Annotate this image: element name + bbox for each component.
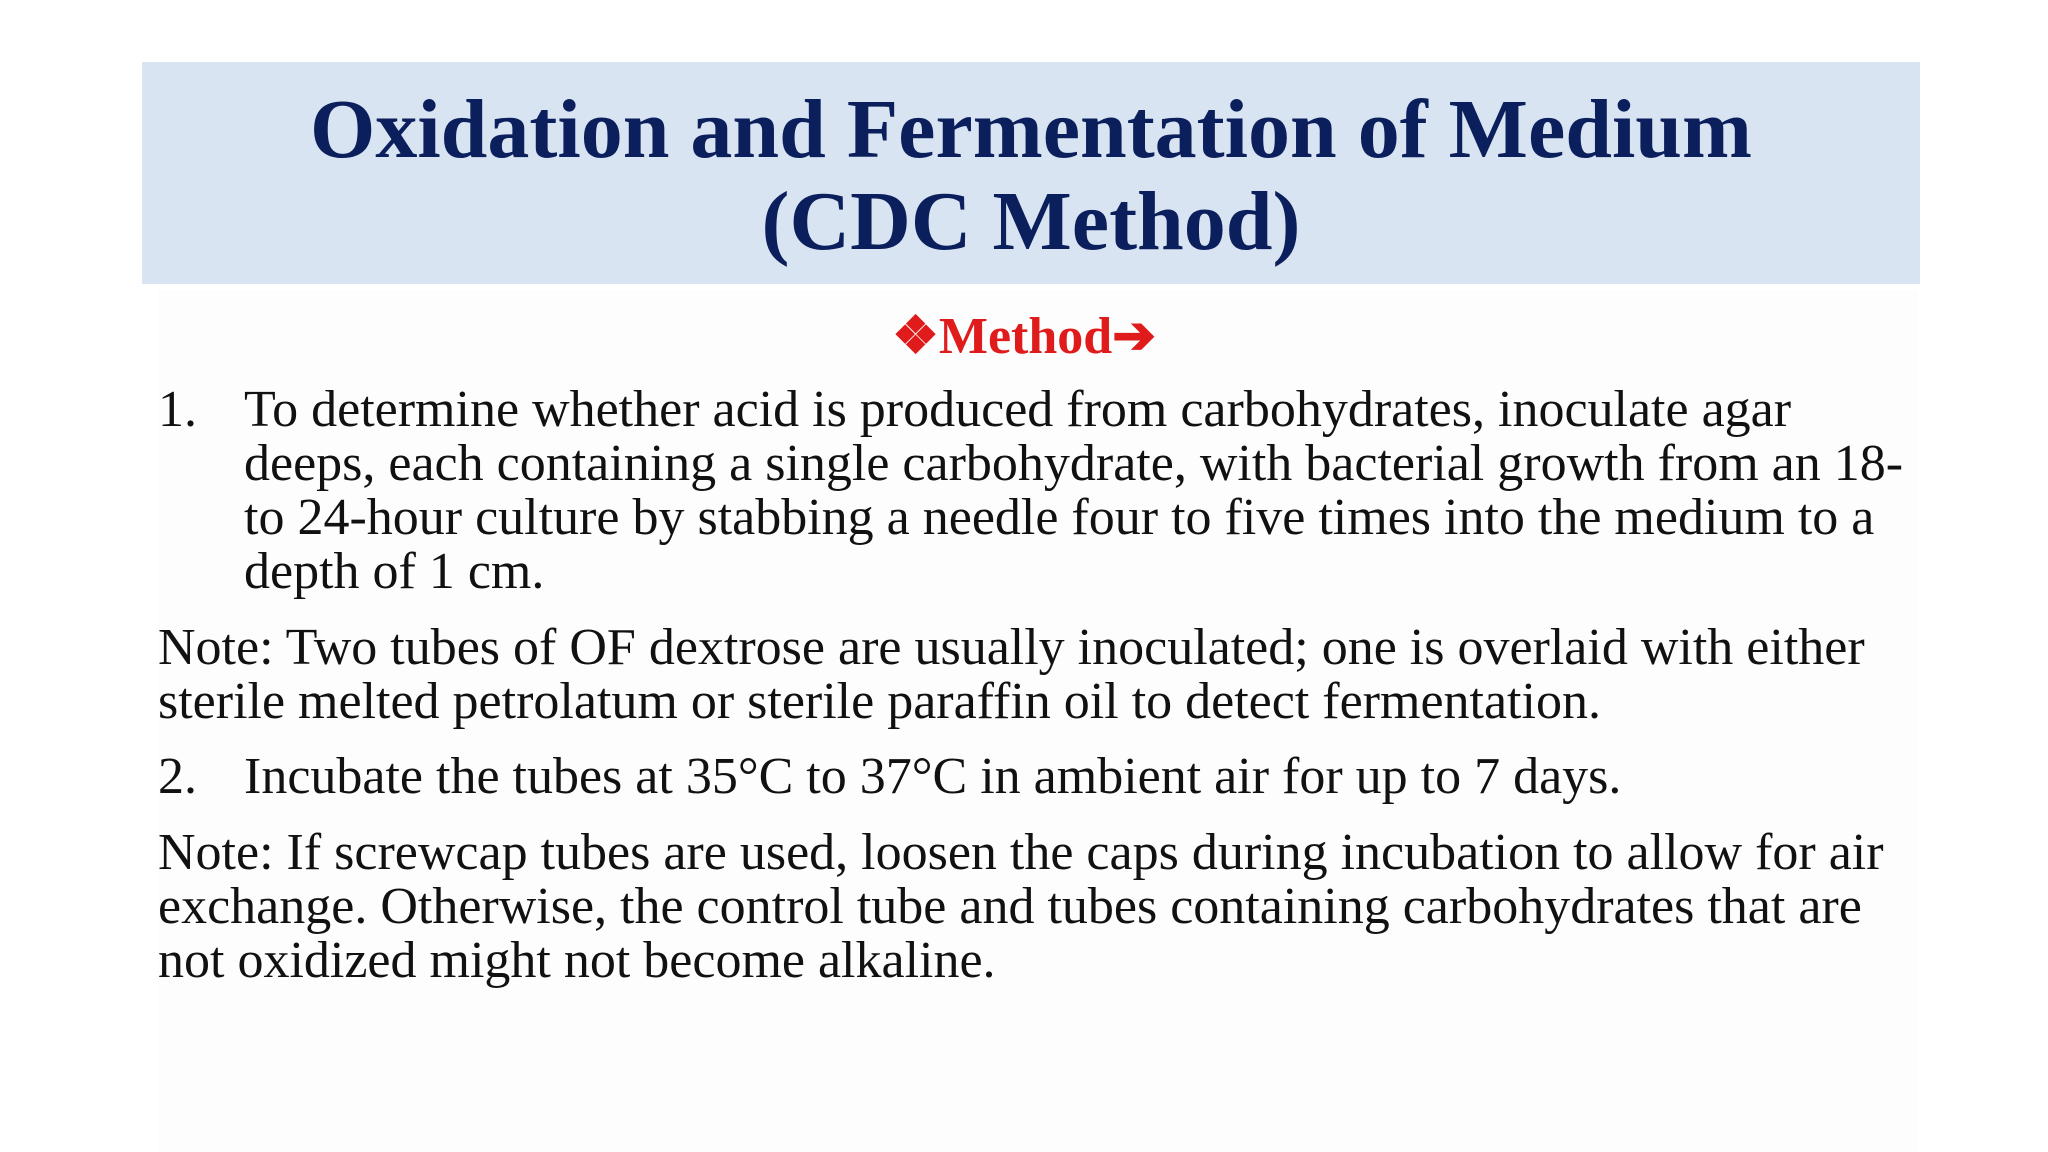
step-text: Incubate the tubes at 35°C to 37°C in ambient air for up to 7 days. [244, 748, 1622, 805]
right-arrow-icon: ➔ [1112, 308, 1156, 365]
title-line-2: (CDC Method) [761, 175, 1301, 268]
method-content [158, 383, 1918, 988]
diamond-bullet-icon: ❖ [892, 308, 939, 365]
title-line-1: Oxidation and Fermentation of Medium [310, 83, 1752, 176]
step-number: 1. [158, 381, 197, 438]
note-1: Note: Two tubes of OF dextrose are usually inoculated; one is overlaid with either sterile melted petrolatum or sterile paraffin oil to detect fermentation. [158, 619, 1865, 730]
step-item-2 [158, 750, 1918, 804]
method-label: Method [938, 308, 1113, 365]
step-text: To determine whether acid is produced from carbohydrates, inoculate agar deeps, each containing a single carbohydrate, with bacterial growth from an 18- to 24-hour culture by stabbing a needle four to five times into the medium to a depth of 1 cm. [244, 381, 1904, 600]
note-2: Note: If screwcap tubes are used, loosen the caps during incubation to allow for air exchange. Otherwise, the control tube and tubes containing carbohydrates that are not oxidized might not become alkaline. [158, 824, 1884, 989]
method-heading [0, 305, 2048, 369]
step-item-1 [158, 383, 1918, 599]
step-number: 2. [158, 748, 197, 805]
title-banner [142, 62, 1920, 284]
